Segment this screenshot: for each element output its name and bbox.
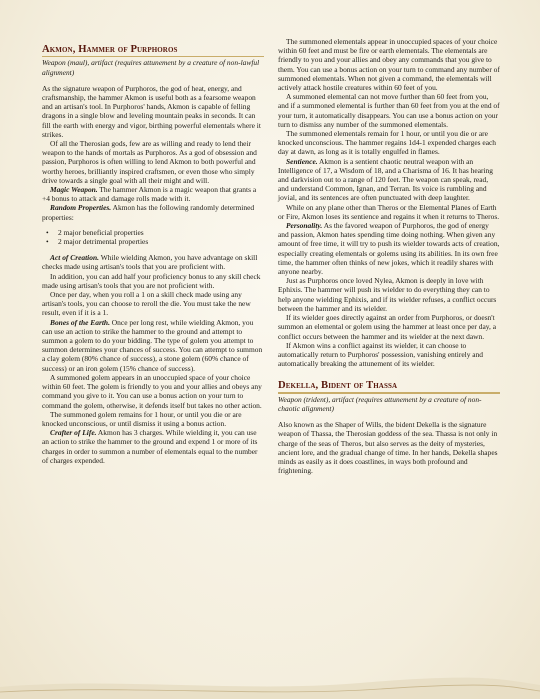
dekella-subtitle: Weapon (trident), artifact (requires attunement by a creature of non-chaotic alignment) xyxy=(278,394,482,413)
planes-paragraph: While on any plane other than Theros or the Elemental Planes of Earth or Fire, Akmon loses its sentience and regains it when it returns to Theros. xyxy=(278,202,500,221)
order-conflict-paragraph: If its wielder goes directly against an order from Purphoros, or doesn't summon an elemental or golem using the hammer at least once per day, a conflict occurs between the hammer and its wielder at the next dawn. xyxy=(278,313,497,341)
bones-of-earth-paragraph xyxy=(42,318,264,373)
page-footer-decoration xyxy=(0,659,540,699)
reroll-paragraph: Once per day, when you roll a 1 on a skill check made using any artisan's tools, you can choose to reroll the die. You must take the new result, even if it is a 1. xyxy=(42,290,251,318)
heading-rule xyxy=(278,392,500,393)
dekella-intro: Also known as the Shaper of Wills, the bident Dekella is the signature weapon of Thassa, the Therosian goddess of the sea. Thassa is not only in charge of the seas of Theros, but also serves as the deity of mysteries, ancient lore, and the gradual change of time. In her hands, Dekella shapes minds as easily as it does coastlines, in ways both profound and frightening. xyxy=(278,420,498,476)
love-paragraph: Just as Purphoros once loved Nylea, Akmon is deeply in love with Ephixis. The hammer will push its wielder to do everything they can to help anyone wielding Ephixis, and if its wielder refuses, a conflict occurs between the hammer and its wielder. xyxy=(278,276,497,313)
dekella-heading: Dekella, Bident of Thassa xyxy=(278,380,398,392)
random-properties-text: Akmon has the following randomly determined properties: xyxy=(42,203,255,222)
right-column xyxy=(278,37,500,475)
heading-rule xyxy=(42,56,264,57)
elemental-duration-paragraph: The summoned elementals remain for 1 hour, or until you die or are knocked unconscious. The hammer regains 1d4-1 expended charges each day at dawn, as long as it is totally engulfed in flames. xyxy=(278,129,497,157)
sentience-paragraph xyxy=(278,157,500,203)
magic-weapon-paragraph xyxy=(42,185,264,203)
random-properties-lead: Random Properties. xyxy=(50,203,112,213)
personality-lead: Personality. xyxy=(286,221,323,231)
akmon-subtitle: Weapon (maul), artifact (requires attunement by a creature of non-lawful alignment) xyxy=(42,58,260,77)
properties-list xyxy=(42,228,264,246)
magic-weapon-lead: Magic Weapon. xyxy=(50,185,98,195)
sentience-lead: Sentience. xyxy=(286,156,318,166)
random-properties-paragraph xyxy=(42,203,264,221)
conflict-win-paragraph: If Akmon wins a conflict against its wielder, it can choose to automatically return to Purphoros' possession, vanishing entirely and automatically breaking the attunement of its wielder. xyxy=(278,340,484,369)
half-proficiency-paragraph: In addition, you can add half your proficiency bonus to any skill check made using artisan's tools that you are not proficient with. xyxy=(42,271,261,290)
akmon-intro: As the signature weapon of Purphoros, the god of heat, energy, and craftsmanship, the hammer Akmon is useful both as a fearsome weapon and an artisan's tool. In Purphoros' hands, Akmon is capable of felling dragons in a single blow and leveling mountain peaks in seconds. It can fill the earth with energy and vigor, birthing powerful elementals where it strikes. xyxy=(42,83,261,139)
elemental-range-paragraph: A summoned elemental can not move further than 60 feet from you, and if a summoned elemental is further than 60 feet from you at the end of your turn, it automatically disappears. You can use a bonus action on your turn to dismiss any number of the summoned elementals. xyxy=(278,92,500,129)
bones-of-earth-lead: Bones of the Earth. xyxy=(50,317,110,327)
crafter-of-life-lead: Crafter of Life. xyxy=(50,428,97,438)
act-of-creation-text: While wielding Akmon, you have advantage on skill checks made using artisan's tools that you are proficient with. xyxy=(42,253,258,272)
bones-of-earth-text: Once per long rest, while wielding Akmon, you can use an action to strike the hammer to the ground and attempt to summon a golem to do your bidding. The type of golem you attempt to summon determines your chances of success. You can attempt to summon a clay golem (80% chance of success), a stone golem (60% chance of success) or an iron golem (15% chance of success). xyxy=(42,317,263,373)
golem-summon-paragraph: A summoned golem appears in an unoccupied space of your choice within 60 feet. The golem is friendly to you and your allies and obeys any command you give to it. You can use a bonus action on your turn to command the golem, otherwise, it defends itself but takes no other action. xyxy=(42,372,262,410)
crafter-of-life-text: Akmon has 3 charges. While wielding it, you can use an action to strike the hammer to the ground and expend 1 or more of its charges in order to summon a number of elementals equal to the number of charges expended. xyxy=(42,428,258,465)
akmon-heading: Akmon, Hammer of Purphoros xyxy=(42,44,178,55)
act-of-creation-paragraph xyxy=(42,253,264,271)
personality-text: As the favored weapon of Purphoros, the god of energy and passion, Akmon hates spending time doing nothing. When given any amount of free time, it will try to push its wielder towards acts of creation, especially creating elementals or golems using its abilities. In its own free time, the hammer often thinks of new jokes, which it readily shares with anyone nearby. xyxy=(278,221,500,277)
crafter-of-life-paragraph xyxy=(42,428,264,465)
act-of-creation-lead: Act of Creation. xyxy=(50,253,99,263)
list-item: • 2 major beneficial properties xyxy=(54,228,264,237)
magic-weapon-text: The hammer Akmon is a magic weapon that grants a +4 bonus to attack and damage rolls made with it. xyxy=(42,185,257,204)
personality-paragraph xyxy=(278,221,500,276)
sentience-text: Akmon is a sentient chaotic neutral weapon with an Intelligence of 17, a Wisdom of 18, and a Charisma of 16. It has hearing and darkvision out to a range of 120 feet. The weapon can speak, read, and understand Common, Ignan, and Terran. Its voice is rumbling and jovial, and its sentences are often punctuated with deep laughter. xyxy=(278,156,493,203)
golem-duration-paragraph: The summoned golem remains for 1 hour, or until you die or are knocked unconscious, or until dismiss it using a bonus action. xyxy=(42,409,242,428)
list-item: • 2 major detrimental properties xyxy=(54,237,264,246)
elementals-paragraph: The summoned elementals appear in unoccupied spaces of your choice within 60 feet and must be fire or earth elementals. The elementals are friendly to you and your allies and obey any commands that you give to them. You can use a bonus action on your turn to command any number of summoned elementals. When not given a command, the elementals will actively attack hostile creatures within 60 feet of you. xyxy=(278,37,500,93)
akmon-paragraph-2: Of all the Therosian gods, few are as willing and ready to lend their weapon to the hands of mortals as Purphoros. As a god of obsession and passion, Purphoros is often willing to lend Akmon to both powerful and worthy heroes, brilliantly inspired craftsmen, or even those who simply drive towards a single goal with all their might and will. xyxy=(42,139,257,185)
left-column xyxy=(42,34,264,465)
